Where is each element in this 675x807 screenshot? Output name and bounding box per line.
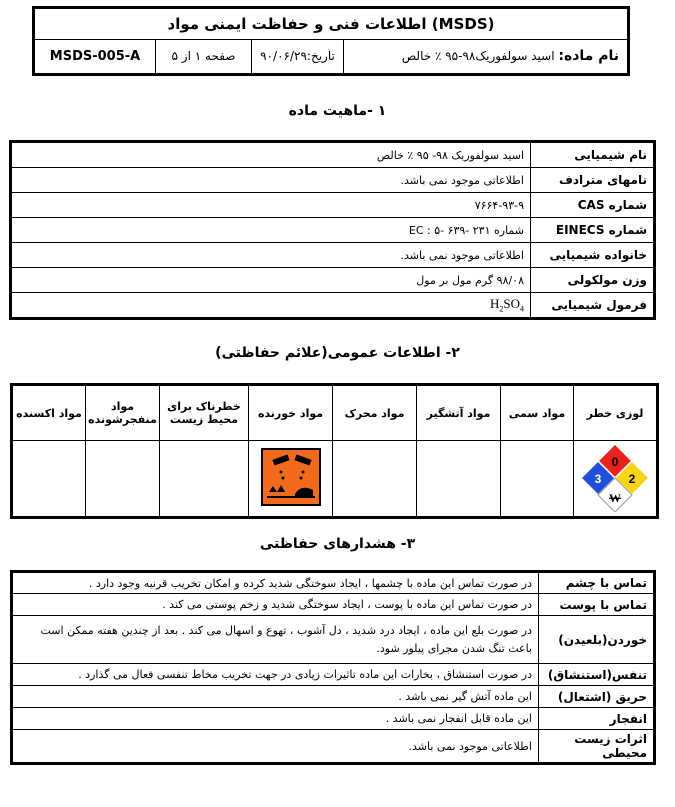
row-key: حریق (اشتعال) [539,686,655,708]
section3-title: ۳- هشدارهای حفاظتی [259,536,416,552]
row-key: فرمول شیمیایی [531,293,655,319]
row-key: شماره CAS [531,193,655,218]
nfpa-diamond-icon [580,442,650,512]
toxic-cell [501,441,574,518]
row-value: ۹۸/۰۸ گرم مول بر مول [11,268,531,293]
row-key: تنفس(استنشاق) [539,664,655,686]
doc-code-cell: MSDS-005-A [49,49,141,64]
table-row [12,708,655,730]
row-key: تماس با پوست [539,594,655,616]
table-row [12,686,655,708]
header-flammable: مواد آتشگیر [417,385,501,441]
header-oxidizer: مواد اکسنده [12,385,86,441]
row-value: اطلاعاتی موجود نمی باشد. [12,730,539,764]
document-title: اطلاعات فنی و حفاظت ایمنی مواد (MSDS) [32,6,630,40]
table-row [11,168,655,193]
header-environment: خطرناک برای محیط زیست [160,385,249,441]
header-corrosive: مواد خورنده [249,385,333,441]
row-value: این ماده قابل انفجار نمی باشد . [12,708,539,730]
row-value: ۷۶۶۴-۹۳-۹ [11,193,531,218]
row-key: تماس با چشم [539,572,655,594]
table-row [12,616,655,664]
corrosive-pictogram-icon [261,448,321,506]
row-key: اثرات زیست محیطی [539,730,655,764]
row-key: خوردن(بلعیدن) [539,616,655,664]
safety-warnings-table [10,570,656,765]
table-row [12,441,658,518]
header-hazard-diamond: لوزی خطر [574,385,658,441]
header-explosive: مواد منفجرشونده [86,385,160,441]
nfpa-flammability: 0 [611,455,619,469]
row-value: اطلاعاتی موجود نمی باشد. [11,243,531,268]
header-info-row [32,40,630,76]
table-row [11,293,655,319]
row-value: اطلاعاتی موجود نمی باشد. [11,168,531,193]
row-value: در صورت تماس این ماده با پوست ، ایجاد سوختگی شدید و زخم پوستی می کند . [12,594,539,616]
chemical-formula: $H_2SO_4$ [11,293,531,319]
row-value: این ماده آتش گیر نمی باشد . [12,686,539,708]
row-key: انفجار [539,708,655,730]
table-row [11,142,655,168]
row-value: در صورت استنشاق ، بخارات این ماده تاثیرات زیادی در جهت تخریب مخاط تنفسی فعال می گذارد . [12,664,539,686]
header-toxic: مواد سمی [501,385,574,441]
row-value: اسید سولفوریک ۹۸- ۹۵ ٪ خالص [11,142,531,168]
table-row [12,730,655,764]
row-key: نام شیمیایی [531,142,655,168]
nfpa-special: W [609,491,621,505]
table-row [12,664,655,686]
corrosive-cell [249,441,333,518]
material-label: نام ماده: [558,48,619,64]
flammable-cell [417,441,501,518]
table-row [12,385,658,441]
environment-cell [160,441,249,518]
date-cell: تاریخ:۹۰/۰۶/۲۹ [251,40,343,73]
row-key: شماره EINECS [531,218,655,243]
section1-title: ۱ -ماهیت ماده [288,103,387,119]
row-key: خانواده شیمیایی [531,243,655,268]
table-row [12,572,655,594]
table-row [11,268,655,293]
oxidizer-cell [12,441,86,518]
explosive-cell [86,441,160,518]
row-value: شماره EC : ۵- ۶۳۹- ۲۳۱ [11,218,531,243]
nfpa-diamond-cell [574,441,658,518]
table-row [11,243,655,268]
row-key: نامهای مترادف [531,168,655,193]
material-cell [343,40,627,73]
row-key: وزن مولکولی [531,268,655,293]
section2-title: ۲- اطلاعات عمومی(علائم حفاظتی) [215,345,460,361]
material-value: اسید سولفوریک۹۸-۹۵ ٪ خالص [401,49,555,63]
row-value: در صورت بلع این ماده ، ایجاد درد شدید ، دل آشوب ، تهوع و اسهال می کند . بعد از چندین هفته ممکن است باعث تنگ شدن مجرای پیلور شود. [12,616,539,664]
table-row [11,193,655,218]
nfpa-health: 3 [594,472,602,486]
irritant-cell [333,441,417,518]
table-row [11,218,655,243]
row-value: در صورت تماس این ماده با چشمها ، ایجاد سوختگی شدید کرده و امکان تخریب قرنیه وجود دارد . [12,572,539,594]
header-irritant: مواد محرک [333,385,417,441]
nfpa-reactivity: 2 [628,472,636,486]
table-row [12,594,655,616]
identity-table [9,140,656,320]
hazard-symbols-table [10,383,659,519]
page-cell: صفحه ۱ از ۵ [155,40,251,73]
